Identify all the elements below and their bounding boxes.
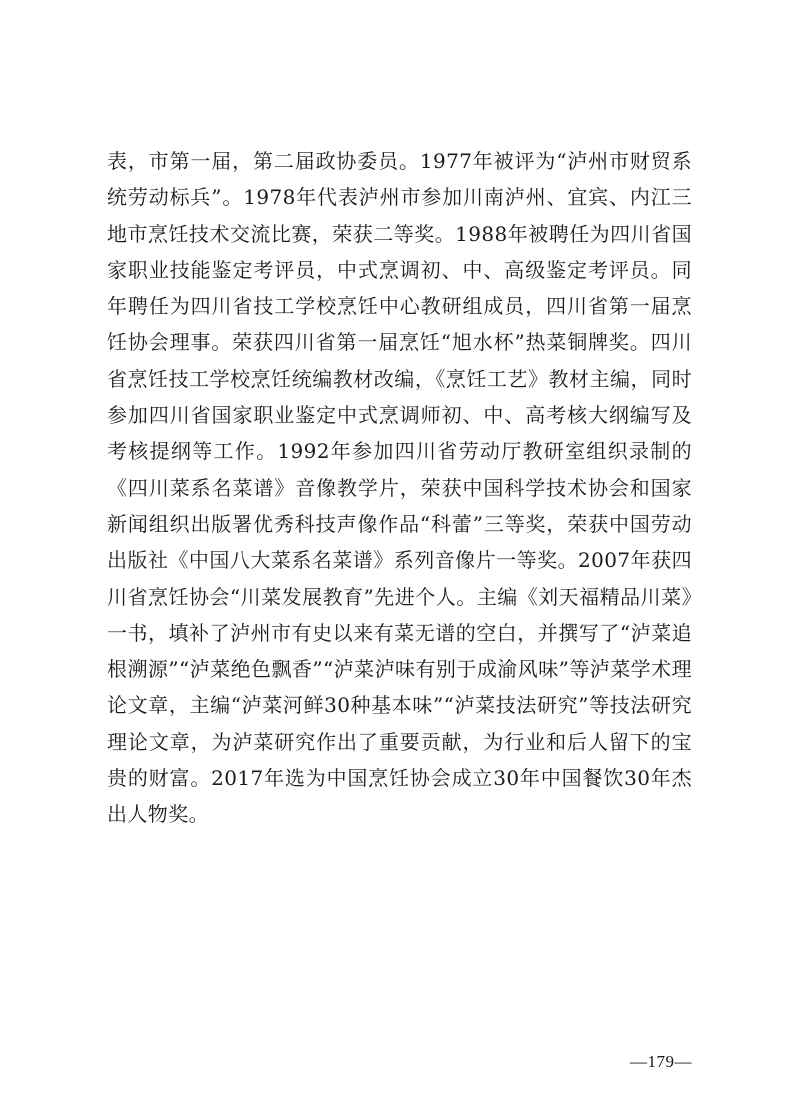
body-paragraph: 表，市第一届，第二届政协委员。1977年被评为“泸州市财贸系统劳动标兵”。1978年代表泸州市参加川南泸州、宜宾、内江三地市烹饪技术交流比赛，荣获二等奖。1988年被聘任为四川省国家职业技能鉴定考评员，中式烹调初、中、高级鉴定考评员。同年聘任为四川省技工学校烹饪中心教研组成员，四川省第一届烹饪协会理事。荣获四川省第一届烹饪“旭水杯”热菜铜牌奖。四川省烹饪技工学校烹饪统编教材改编，《烹饪工艺》教材主编，同时参加四川省国家职业鉴定中式烹调师初、中、高考核大纲编写及考核提纲等工作。1992年参加四川省劳动厅教研室组织录制的《四川菜系名菜谱》音像教学片，荣获中国科学技术协会和国家新闻组织出版署优秀科技声像作品“科蕾”三等奖，荣获中国劳动出版社《中国八大菜系名菜谱》系列音像片一等奖。2007年获四川省烹饪协会“川菜发展教育”先进个人。主编《刘天福精品川菜》一书，填补了泸州市有史以来有菜无谱的空白，并撰写了“泸菜追根溯源”“泸菜绝色飘香”“泸菜泸味有别于成渝风味”等泸菜学术理论文章，主编“泸菜河鲜30种基本味”“泸菜技法研究”等技法研究理论文章，为泸菜研究作出了重要贡献，为行业和后人留下的宝贵的财富。2017年选为中国烹饪协会成立30年中国餐饮30年杰出人物奖。 <box>107 149 692 827</box>
page-number: —179— <box>630 1052 692 1071</box>
